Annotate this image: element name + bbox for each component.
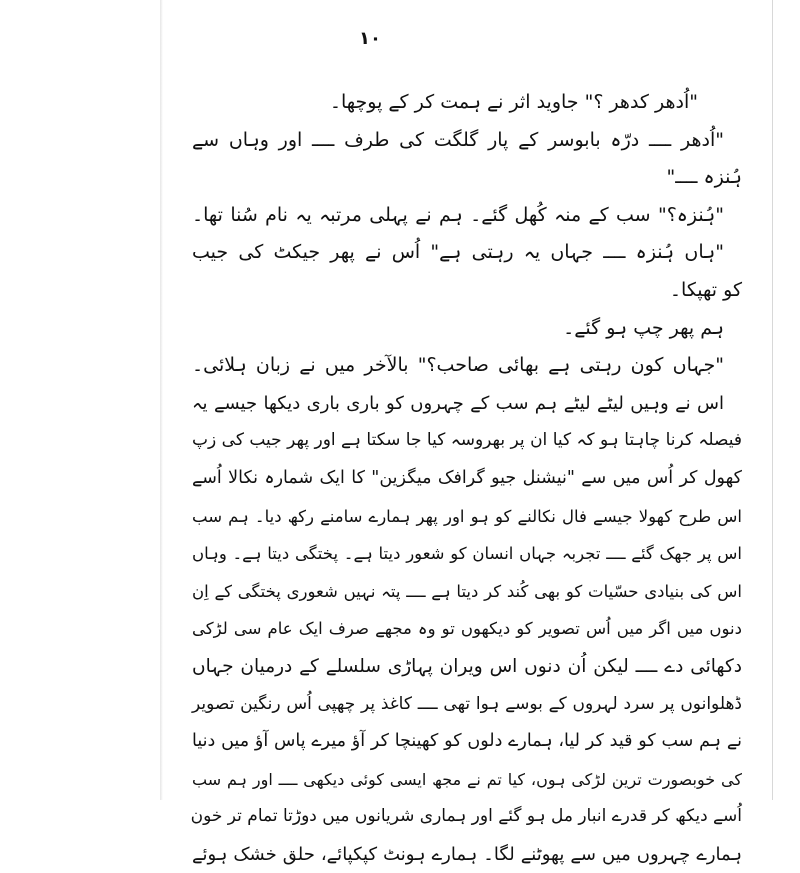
text-line: دکھائی دے ــــ لیکن اُن دنوں اس ویران پہاڑی سلسلے کے درمیان جہاں [192, 655, 742, 677]
text-line: "اُدھر کدھر ؟" جاوید اثر نے ہمت کر کے پوچھا۔ [329, 91, 698, 113]
text-line: "جہاں کون رہتی ہے بھائی صاحب؟" بالآخر میں نے زبان ہلائی۔ [192, 354, 724, 377]
page-left-edge [160, 0, 163, 800]
text-line: ہُنزہ ــــ" [666, 166, 742, 189]
text-line: ہم پھر چپ ہو گئے۔ [563, 316, 724, 339]
text-line: کی خوبصورت ترین لڑکی ہوں، کیا تم نے مجھ ایسی کوئی دیکھی ــــ اور ہم سب [192, 769, 742, 789]
text-line: اُسے دیکھ کر قدرے انبار مل ہو گئے اور ہماری شریانوں میں دوڑتا تمام تر خون [190, 806, 742, 827]
text-line: دنوں میں اگر میں اُس تصویر کو دیکھوں تو وہ مجھے صرف ایک عام سی لڑکی [192, 619, 742, 639]
page-number: ۱۰ [359, 28, 381, 49]
text-line: "ہاں ہُنزہ ــــ جہاں یہ رہتی ہے" اُس نے پھر جیکٹ کی جیب [192, 241, 724, 264]
body-text [192, 84, 742, 873]
text-line: اس پر جھک گئے ــــ تجربہ جہاں انسان کو شعور دیتا ہے۔ پختگی دیتا ہے۔ وہاں [192, 544, 742, 564]
text-line: کو تھپکا۔ [669, 278, 742, 301]
text-line: فیصلہ کرنا چاہتا ہو کہ کیا ان پر بھروسہ کیا جا سکتا ہے اور پھر جیب کی زپ [192, 430, 742, 451]
text-line: نے ہم سب کو قید کر لیا، ہمارے دلوں کو کھینچا کر آؤ میرے پاس آؤ میں دنیا [192, 731, 742, 752]
text-line: اس طرح کھولا جیسے فال نکالنے کو ہو اور پھر ہمارے سامنے رکھ دیا۔ ہم سب [192, 506, 742, 526]
text-line: اس نے وہیں لیٹے لیٹے ہم سب کے چہروں کو باری باری دیکھا جیسے یہ [192, 392, 724, 414]
text-line: "ہُنزہ؟" سب کے منہ کُھل گئے۔ ہم نے پہلی مرتبہ یہ نام سُنا تھا۔ [192, 203, 724, 226]
text-line: ہمارے چہروں میں سے پھوٹنے لگا۔ ہمارے ہونٹ کپکپائے، حلق خشک ہوئے [192, 843, 742, 865]
text-line: "اُدھر ــــ درّہ بابوسر کے پار گلگت کی طرف ــــ اور وہاں سے [192, 128, 724, 151]
text-line: کھول کر اُس میں سے "نیشنل جیو گرافک میگزین" کا ایک شمارہ نکالا اُسے [192, 467, 742, 488]
text-line: اس کی بنیادی حسّیات کو بھی کُند کر دیتا ہے ــــ پتہ نہیں شعوری پختگی کے اِن [192, 581, 742, 601]
text-line: ڈھلوانوں پر سرد لہروں کے بوسے ہوا تھی ــــ کاغذ پر چھپی اُس رنگین تصویر [192, 693, 742, 714]
page-right-edge [772, 0, 773, 800]
